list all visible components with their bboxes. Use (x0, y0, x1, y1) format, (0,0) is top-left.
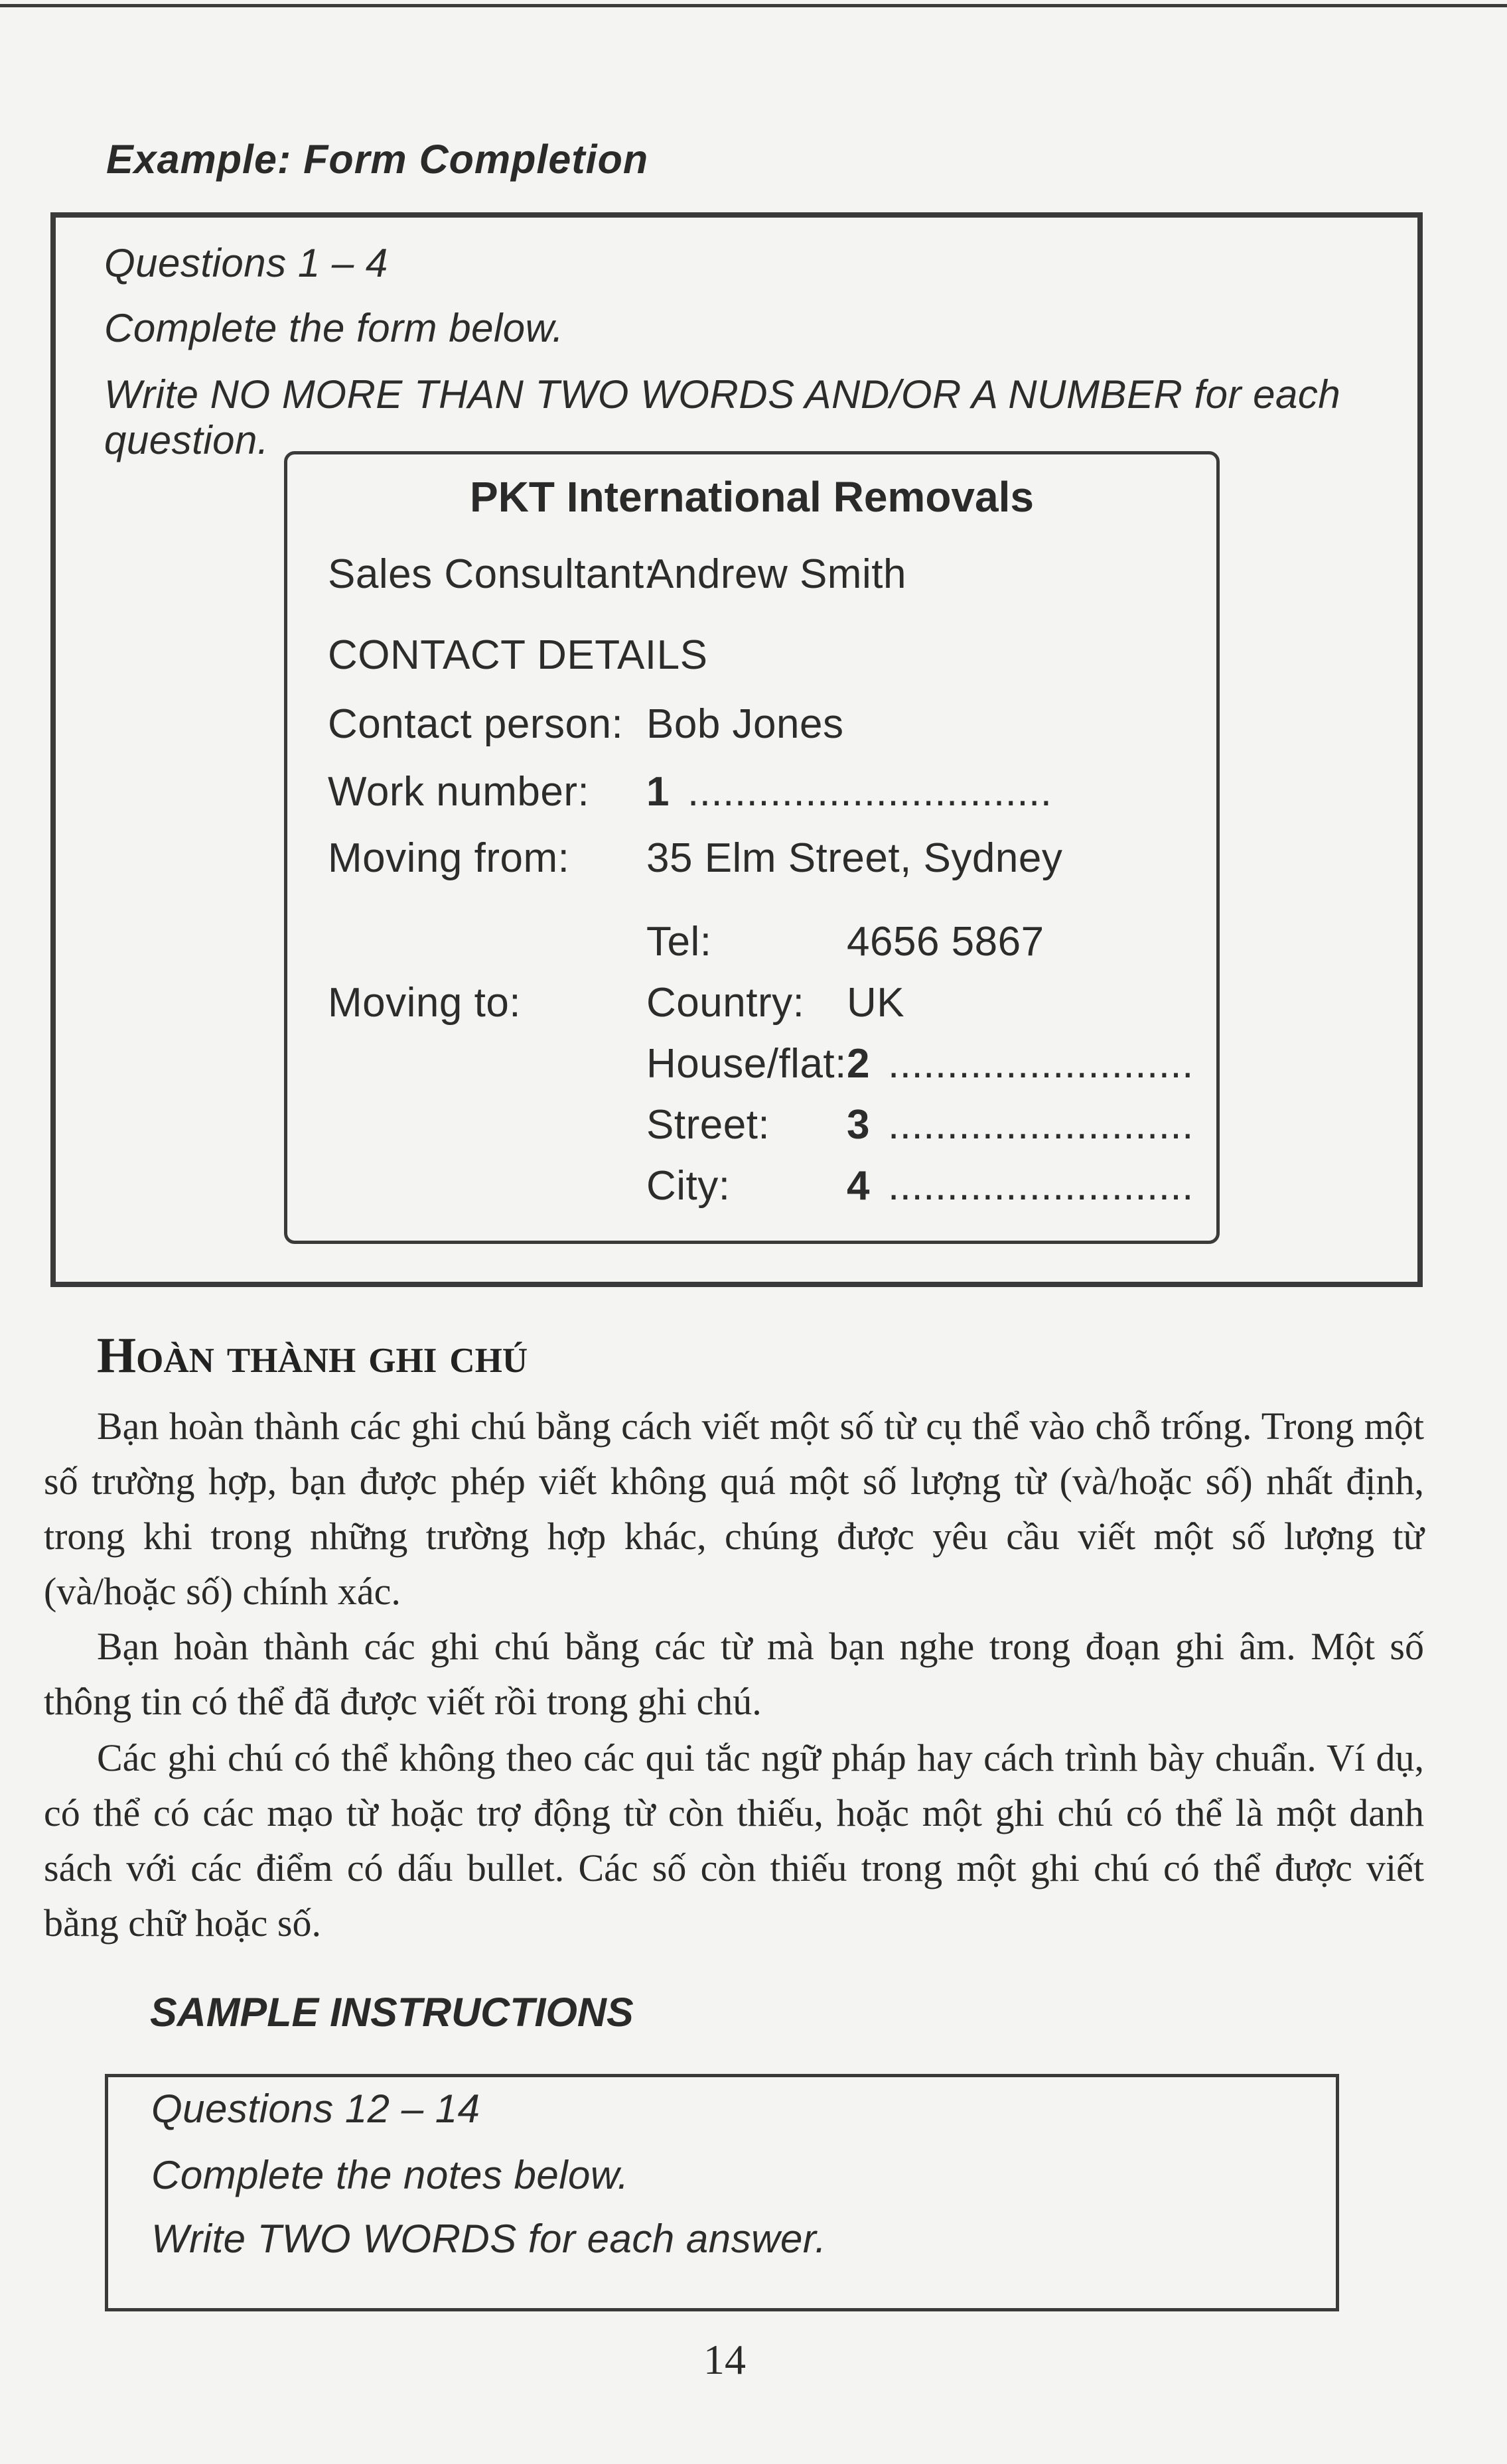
instructions-questions: Questions 1 – 4 (104, 241, 388, 285)
page-number: 14 (703, 2336, 746, 2383)
country-label: Country: (646, 980, 805, 1026)
city-label: City: (646, 1163, 731, 1209)
house-blank: .......................... (888, 1041, 1194, 1087)
contact-details-heading: CONTACT DETAILS (328, 632, 708, 678)
moving-to-label: Moving to: (328, 980, 522, 1026)
paragraph-3 (44, 1730, 1424, 1951)
city-blank: .......................... (888, 1163, 1194, 1209)
work-number-blank: ............................... (687, 769, 1052, 815)
house-question-number: 2 (847, 1041, 870, 1087)
form-title: PKT International Removals (470, 473, 1034, 521)
sample-instructions-heading: SAMPLE INSTRUCTIONS (150, 1990, 634, 2035)
sample-task: Complete the notes below. (151, 2153, 629, 2197)
paragraph-1 (44, 1399, 1424, 1619)
paragraph-1-text: Bạn hoàn thành các ghi chú bằng cách viết một số từ cụ thể vào chỗ trống. Trong một số trường hợp, bạn được phép viết không quá một số lượng từ (và/hoặc số) nhất định, trong khi trong những trường hợp khác, chúng được yêu cầu viết một số lượng từ (và/hoặc số) chính xác. (44, 1404, 1424, 1613)
street-label: Street: (646, 1102, 770, 1148)
country-value: UK (847, 980, 905, 1026)
instructions-task: Complete the form below. (104, 306, 564, 350)
sample-limit: Write TWO WORDS for each answer. (151, 2217, 827, 2261)
house-label: House/flat: (646, 1041, 847, 1087)
city-question-number: 4 (847, 1163, 870, 1209)
moving-from-label: Moving from: (328, 835, 570, 881)
work-number-label: Work number: (328, 769, 590, 815)
sales-consultant-label: Sales Consultant: (328, 551, 656, 597)
paragraph-3-text: Các ghi chú có thể không theo các qui tắc ngữ pháp hay cách trình bày chuẩn. Ví dụ, có thể có các mạo từ hoặc trợ động từ còn thiếu, hoặc một ghi chú có thể là một danh sách với các điểm có dấu bullet. Các số còn thiếu trong một ghi chú có thể được viết bằng chữ hoặc số. (44, 1736, 1424, 1945)
tel-value: 4656 5867 (847, 919, 1044, 965)
sales-consultant-value: Andrew Smith (646, 551, 906, 597)
tel-label: Tel: (646, 919, 712, 965)
contact-person-value: Bob Jones (646, 701, 844, 747)
moving-from-value: 35 Elm Street, Sydney (646, 835, 1063, 881)
section-title: Hoàn thành ghi chú (97, 1328, 528, 1383)
top-rule (0, 4, 1507, 7)
street-question-number: 3 (847, 1102, 870, 1148)
contact-person-label: Contact person: (328, 701, 624, 747)
work-number-question-number: 1 (646, 769, 670, 815)
instructions-limit: Write NO MORE THAN TWO WORDS AND/OR A NUMBER for each question. (104, 372, 1341, 462)
street-blank: .......................... (888, 1102, 1194, 1148)
sample-questions: Questions 12 – 14 (151, 2087, 480, 2131)
paragraph-2 (44, 1619, 1424, 1729)
paragraph-2-text: Bạn hoàn thành các ghi chú bằng các từ mà bạn nghe trong đoạn ghi âm. Một số thông tin có thể đã được viết rồi trong ghi chú. (44, 1625, 1424, 1723)
example-heading: Example: Form Completion (106, 137, 649, 182)
